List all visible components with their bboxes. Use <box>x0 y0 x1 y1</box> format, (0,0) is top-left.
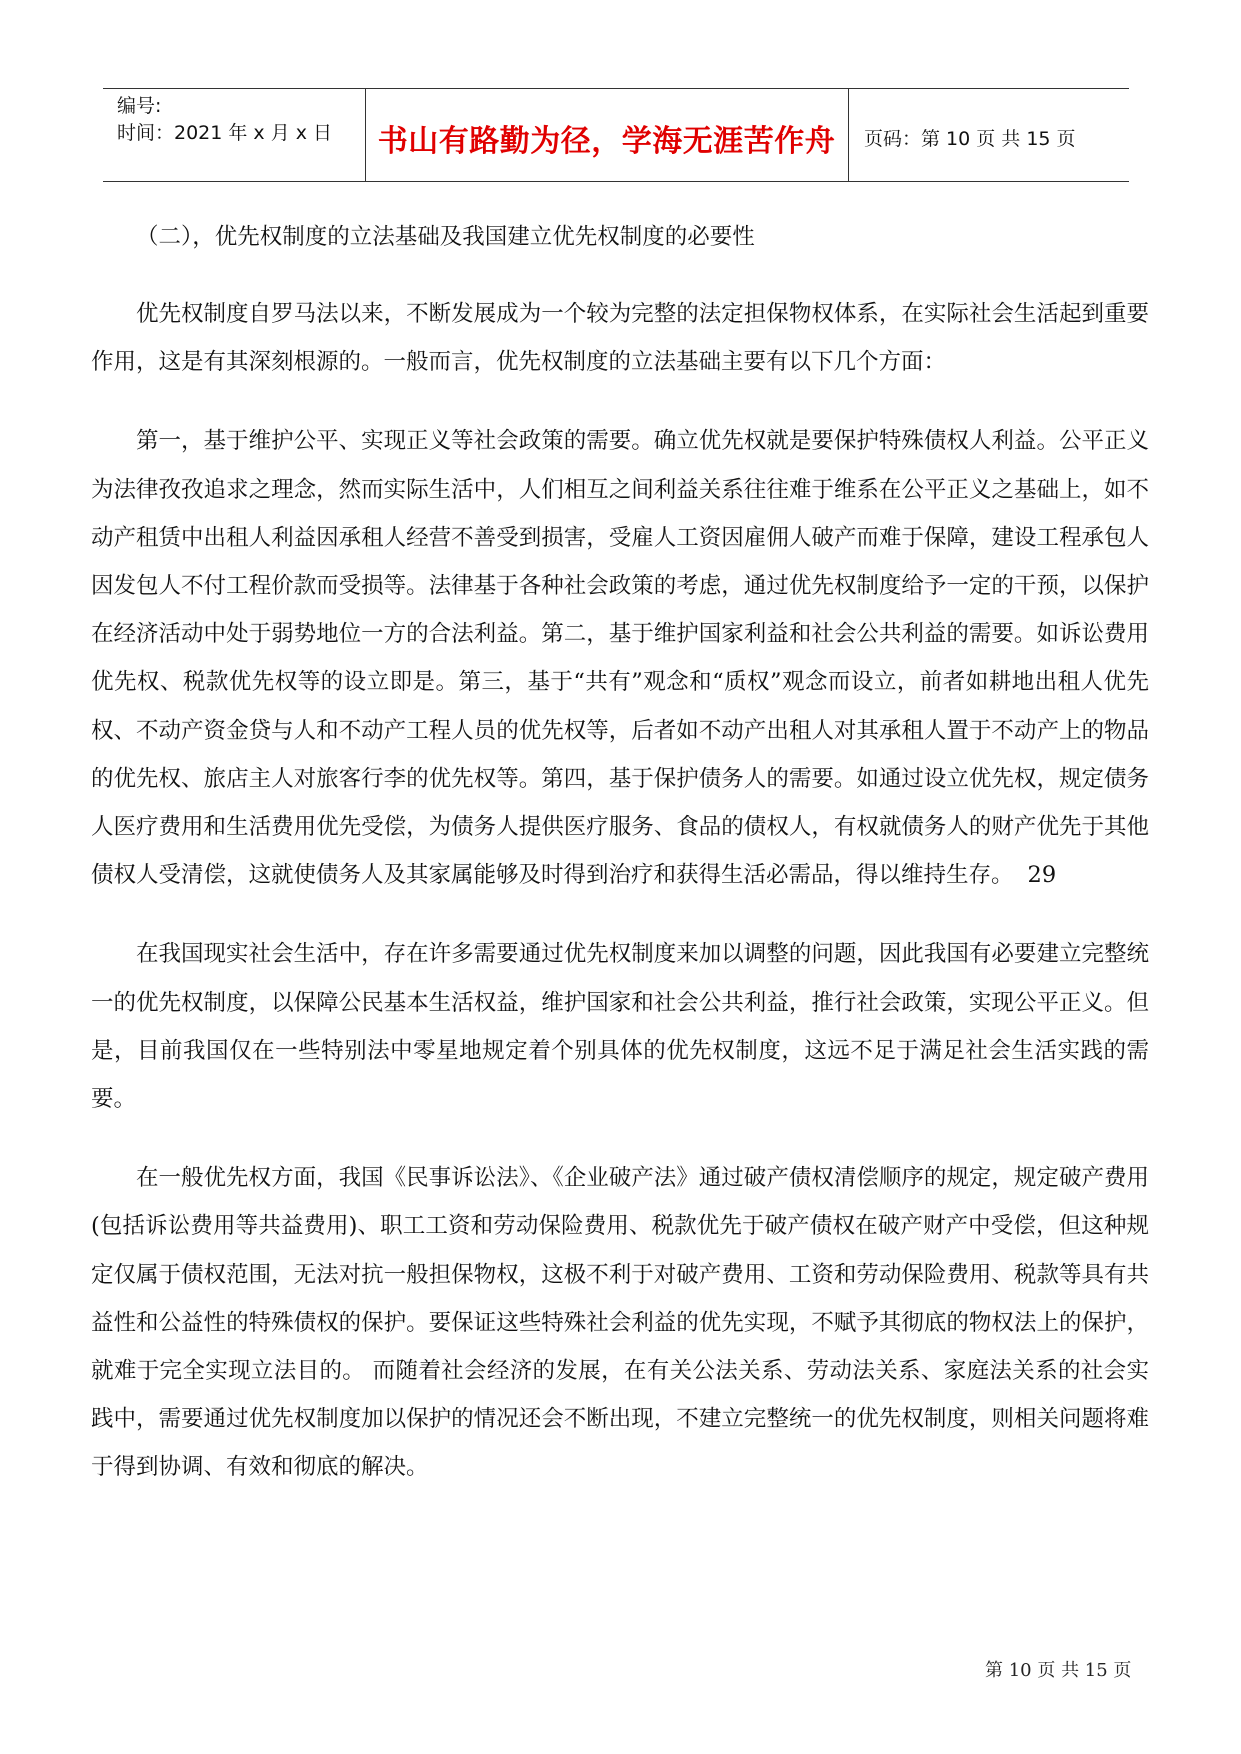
document-body <box>91 222 1149 1523</box>
header-divider <box>848 88 849 181</box>
footnote-marker: 29 <box>1027 862 1057 889</box>
header-bottom-rule <box>103 181 1129 182</box>
page-footer: 第 10 页 共 15 页 <box>985 1660 1132 1681</box>
header-motto: 书山有路勤为径，学海无涯苦作舟 <box>377 124 836 159</box>
header-meta <box>117 93 357 147</box>
document-time-label: 时间：2021 年 x 月 x 日 <box>117 122 333 144</box>
paragraph-3: 在我国现实社会生活中，存在许多需要通过优先权制度来加以调整的问题，因此我国有必要建立完整统一的优先权制度，以保障公民基本生活权益，维护国家和社会公共利益，推行社会政策，实现公平正义。但是，目前我国仅在一些特别法中零星地规定着个别具体的优先权制度，这远不足于满足社会生活实践的需要。 <box>91 941 1149 1113</box>
paragraph-4: 在一般优先权方面，我国《民事诉讼法》、《企业破产法》通过破产债权清偿顺序的规定，规定破产费用(包括诉讼费用等共益费用)、职工工资和劳动保险费用、税款优先于破产债权在破产财产中受偿，但这种规定仅属于债权范围，无法对抗一般担保物权，这极不利于对破产费用、工资和劳动保险费用、税款等具有共益性和公益性的特殊债权的保护。要保证这些特殊社会利益的优先实现，不赋予其彻底的物权法上的保护，就难于完全实现立法目的。 而随着社会经济的发展，在有关公法关系、劳动法关系、家庭法关系的社会实践中，需要通过优先权制度加以保护的情况还会不断出现，不建立完整统一的优先权制度，则相关问题将难于得到协调、有效和彻底的解决。 <box>91 1165 1149 1481</box>
paragraph-2: 第一，基于维护公平、实现正义等社会政策的需要。确立优先权就是要保护特殊债权人利益。公平正义为法律孜孜追求之理念，然而实际生活中，人们相互之间利益关系往往难于维系在公平正义之基础上，如不动产租赁中出租人利益因承租人经营不善受到损害，受雇人工资因雇佣人破产而难于保障，建设工程承包人因发包人不付工程价款而受损等。法律基于各种社会政策的考虑，通过优先权制度给予一定的干预，以保护在经济活动中处于弱势地位一方的合法利益。第二，基于维护国家利益和社会公共利益的需要。如诉讼费用优先权、税款优先权等的设立即是。第三，基于“共有”观念和“质权”观念而设立，前者如耕地出租人优先权、不动产资金贷与人和不动产工程人员的优先权等，后者如不动产出租人对其承租人置于不动产上的物品的优先权、旅店主人对旅客行李的优先权等。第四，基于保护债务人的需要。如通过设立优先权，规定债务人医疗费用和生活费用优先受偿，为债务人提供医疗服务、食品的债权人，有权就债务人的财产优先于其他债权人受清偿，这就使债务人及其家属能够及时得到治疗和获得生活必需品，得以维持生存。 29 <box>91 428 1149 889</box>
header-top-rule <box>103 88 1129 89</box>
paragraph-1: 优先权制度自罗马法以来，不断发展成为一个较为完整的法定担保物权体系，在实际社会生活起到重要作用，这是有其深刻根源的。一般而言，优先权制度的立法基础主要有以下几个方面： <box>91 301 1149 376</box>
header-page-code: 页码：第 10 页 共 15 页 <box>864 128 1076 150</box>
document-number-label: 编号: <box>117 95 162 117</box>
section-heading: （二），优先权制度的立法基础及我国建立优先权制度的必要性 <box>136 224 755 250</box>
